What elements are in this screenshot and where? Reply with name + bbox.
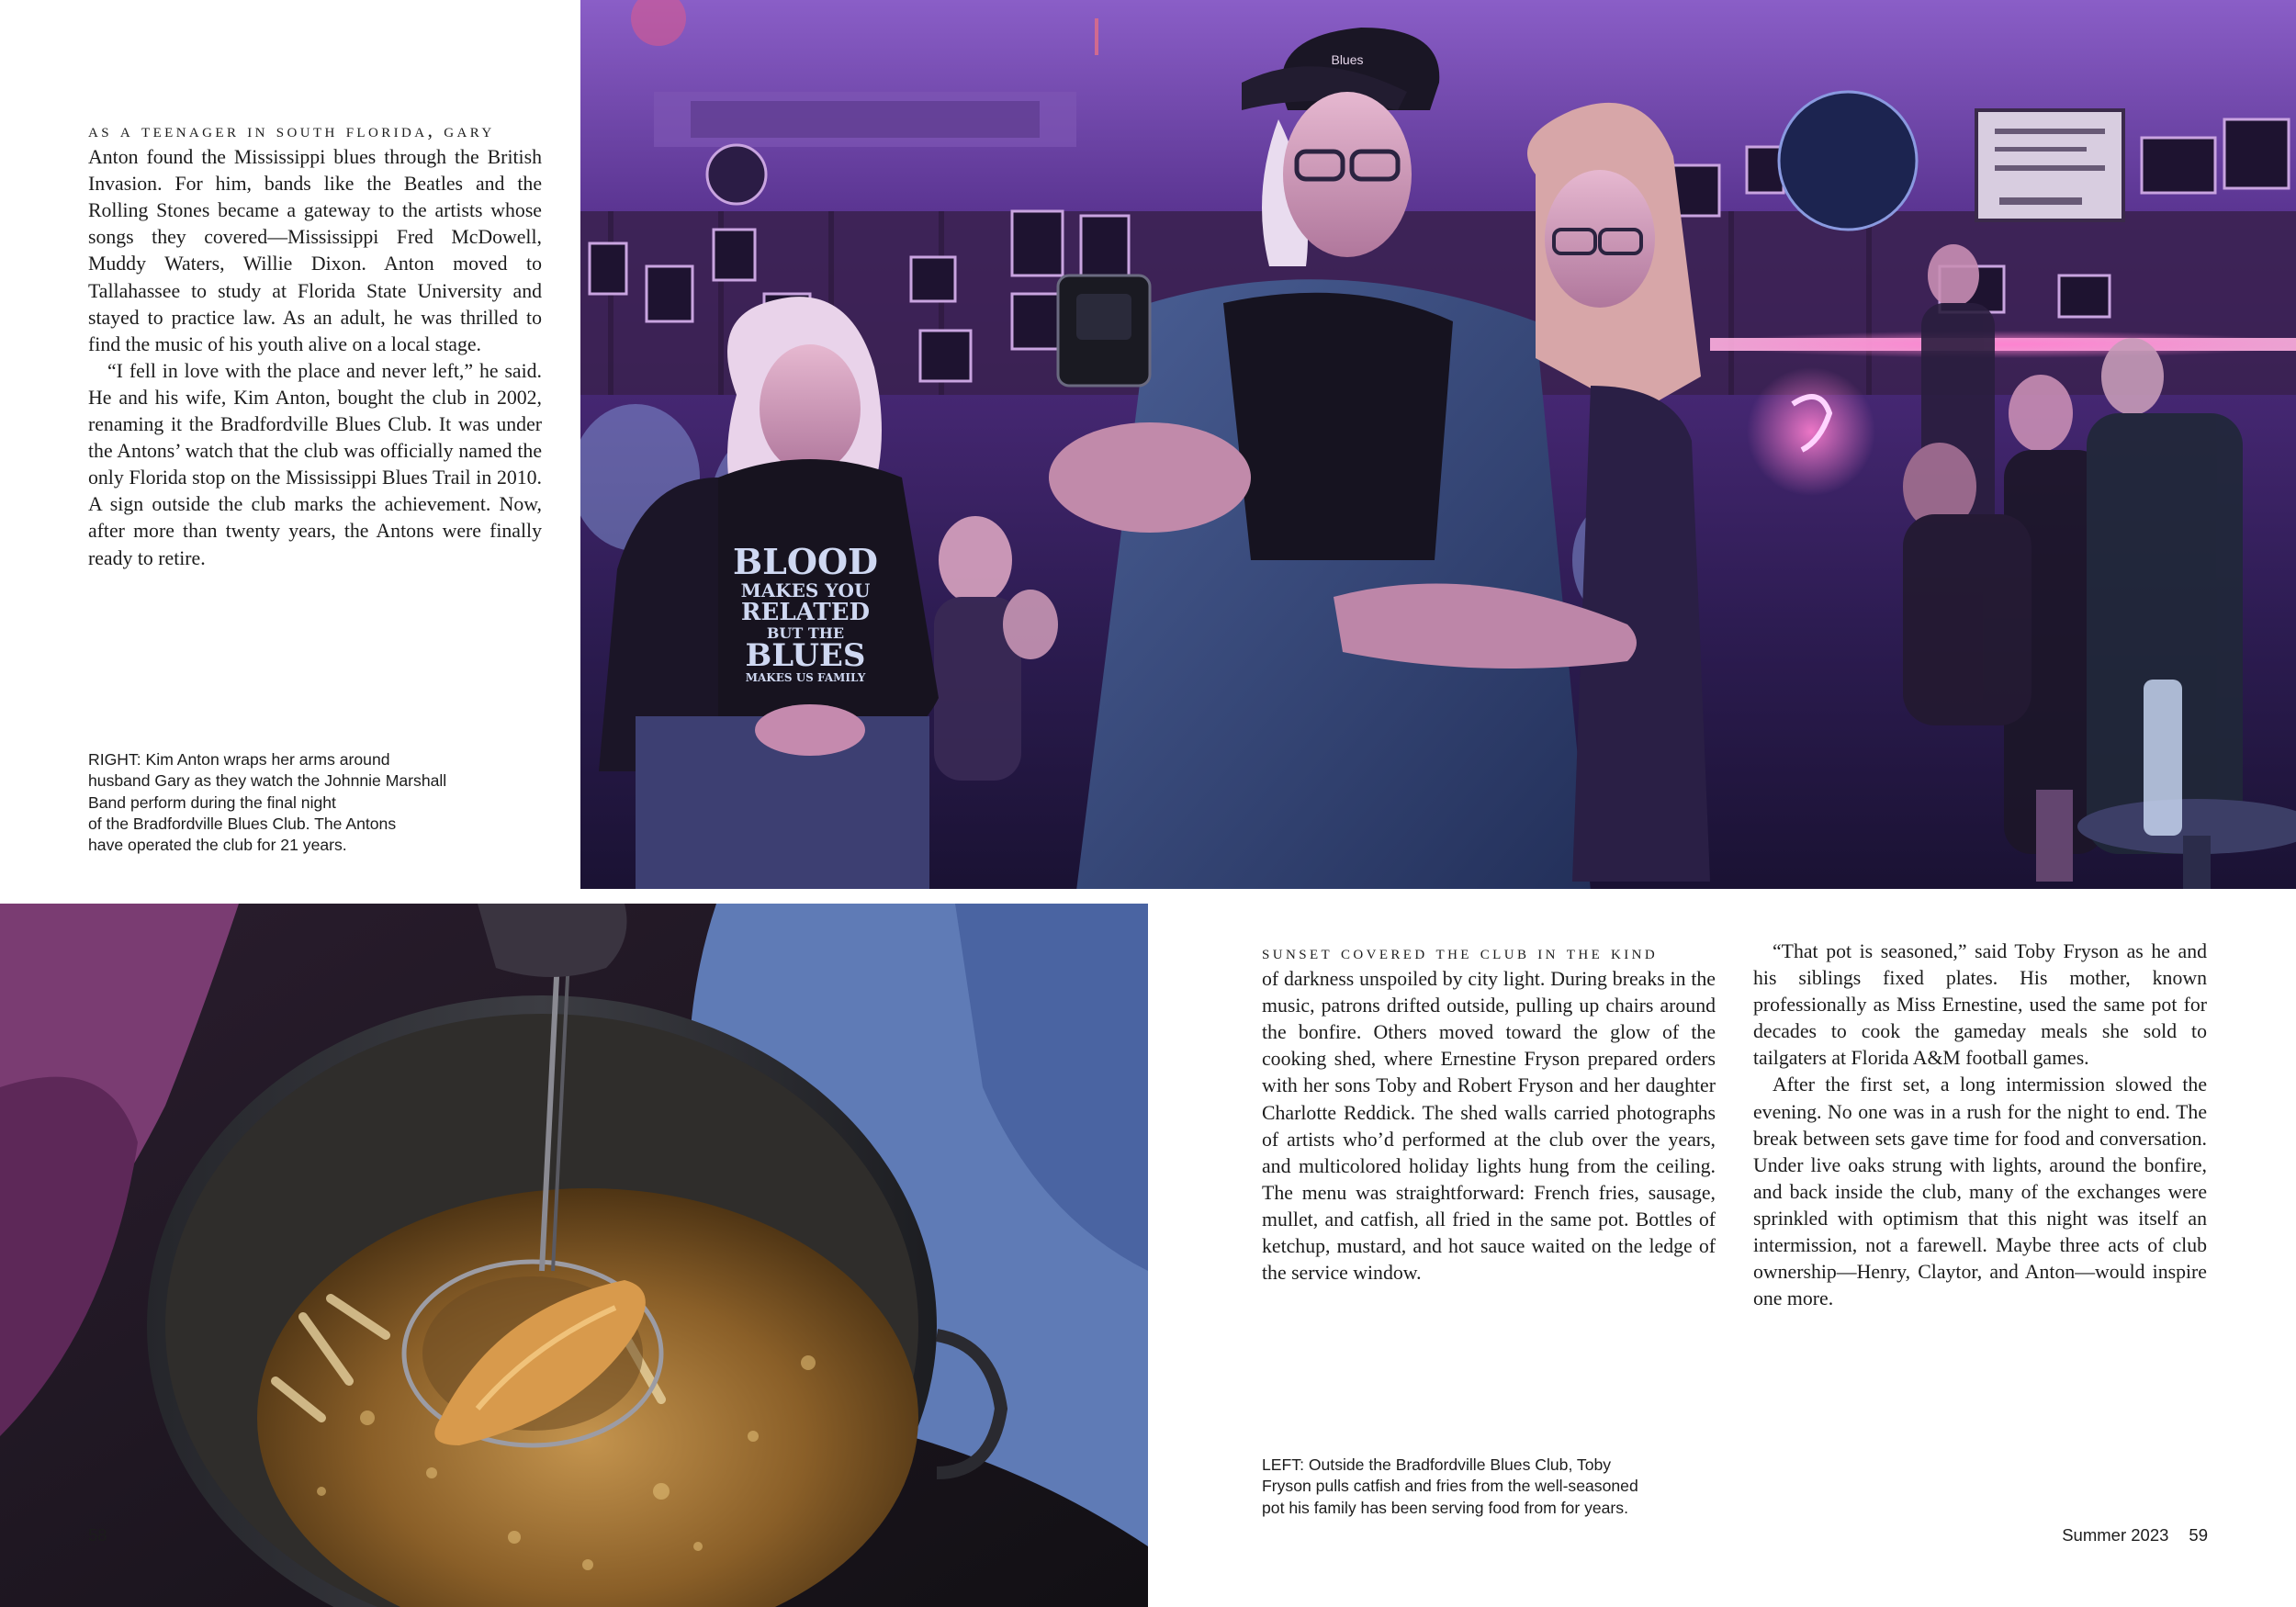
- issue-label: Summer 2023: [2062, 1525, 2169, 1545]
- page-number-left: 58: [88, 1525, 107, 1545]
- caption-right-line: have operated the club for 21 years.: [88, 836, 347, 855]
- shirt-text-line4: BUT THE: [766, 624, 845, 642]
- photo-club-crowd: [580, 0, 2296, 889]
- fryer-photo-illustration: [0, 904, 1148, 1607]
- folio-right: [2062, 1525, 2208, 1545]
- caption-right-line: RIGHT: Kim Anton wraps her arms around: [88, 750, 390, 769]
- shirt-text-line1: BLOOD: [733, 541, 878, 582]
- shirt-text-line3: RELATED: [740, 599, 871, 626]
- intro-paragraph-1: [88, 117, 542, 358]
- middle-lead-caps: sunset covered the club in the kind: [1262, 940, 1659, 963]
- caption-left-line: Fryson pulls catfish and fries from the well-seasoned: [1262, 1477, 1638, 1496]
- middle-paragraph-text: of darkness unspoiled by city light. During breaks in the music, patrons drifted outside, pulling up chairs around the bonfire. Others moved toward the glow of the cooking shed, where Ernestine Fryson prepared orders with her sons Toby and Robert Fryson and her daughter Charlotte Reddick. The shed walls carried photographs of artists who’d performed at the club over the years, and multicolored holiday lights hung from the ceiling. The menu was straightforward: French fries, sausage, mullet, and catfish, all fried in the same pot. Bottles of ketchup, mustard, and hot sauce waited on the ledge of the service window.: [1262, 968, 1716, 1285]
- club-photo-illustration: [580, 0, 2296, 889]
- right-column: [1753, 938, 2207, 1312]
- shirt-text-line2: MAKES YOU: [740, 579, 871, 601]
- caption-right-line: of the Bradfordville Blues Club. The Antons: [88, 814, 397, 833]
- caption-left-line: LEFT: Outside the Bradfordville Blues Club, Toby: [1262, 1455, 1612, 1474]
- caption-right-line: Band perform during the final night: [88, 792, 336, 812]
- shirt-text-line6: MAKES US FAMILY: [745, 671, 866, 684]
- caption-left-line: pot his family has been serving food from for years.: [1262, 1498, 1628, 1517]
- caption-right-line: husband Gary as they watch the Johnnie Marshall: [88, 771, 447, 791]
- photo-fryer-pot: [0, 904, 1148, 1607]
- page-number-right: 59: [2189, 1525, 2208, 1545]
- middle-paragraph: [1262, 938, 1716, 1287]
- intro-paragraph-1-text: Anton found the Mississippi blues through the British Invasion. For him, bands like the Beatles and the Rolling Stones became a gateway to the artists whose songs they covered—Mississippi Fred McDowell, Muddy Waters, Willie Dixon. Anton moved to Tallahassee to study at Florida State University and stayed to practice law. As an adult, he was thrilled to find the music of his youth alive on a local stage.: [88, 146, 542, 355]
- right-paragraph-1: “That pot is seasoned,” said Toby Fryson as he and his siblings fixed plates. His mother, known professionally as Miss Ernestine, used the same pot for decades to cook the gameday meals she sold to tailgaters at Florida A&M football games.: [1753, 940, 2207, 1070]
- cap-logo-text: Blues: [1331, 52, 1364, 67]
- shirt-text-line5: BLUES: [745, 637, 866, 674]
- intro-lead-caps: as a teenager in south florida, gary: [88, 118, 495, 141]
- middle-column: [1262, 938, 1716, 1287]
- right-paragraph-2: After the first set, a long intermission slowed the evening. No one was in a rush for the night to end. The break between sets gave time for food and conversation. Under live oaks strung with lights, around the bonfire, and back inside the club, many of the exchanges were sprinkled with optimism that this night was itself an intermission, not a farewell. Maybe three acts of club ownership—Henry, Claytor, and Anton—would inspire one more.: [1753, 1073, 2207, 1310]
- intro-column: [88, 117, 542, 572]
- caption-right-photo: [88, 749, 566, 856]
- caption-left-photo: [1262, 1455, 1739, 1519]
- intro-paragraph-2: “I fell in love with the place and never left,” he said. He and his wife, Kim Anton, bought the club in 2002, renaming it the Bradfordville Blues Club. It was under the Antons’ watch that the club was officially named the only Florida stop on the Mississippi Blues Trail in 2010. A sign outside the club marks the achievement. Now, after more than twenty years, the Antons were finally ready to retire.: [88, 359, 542, 569]
